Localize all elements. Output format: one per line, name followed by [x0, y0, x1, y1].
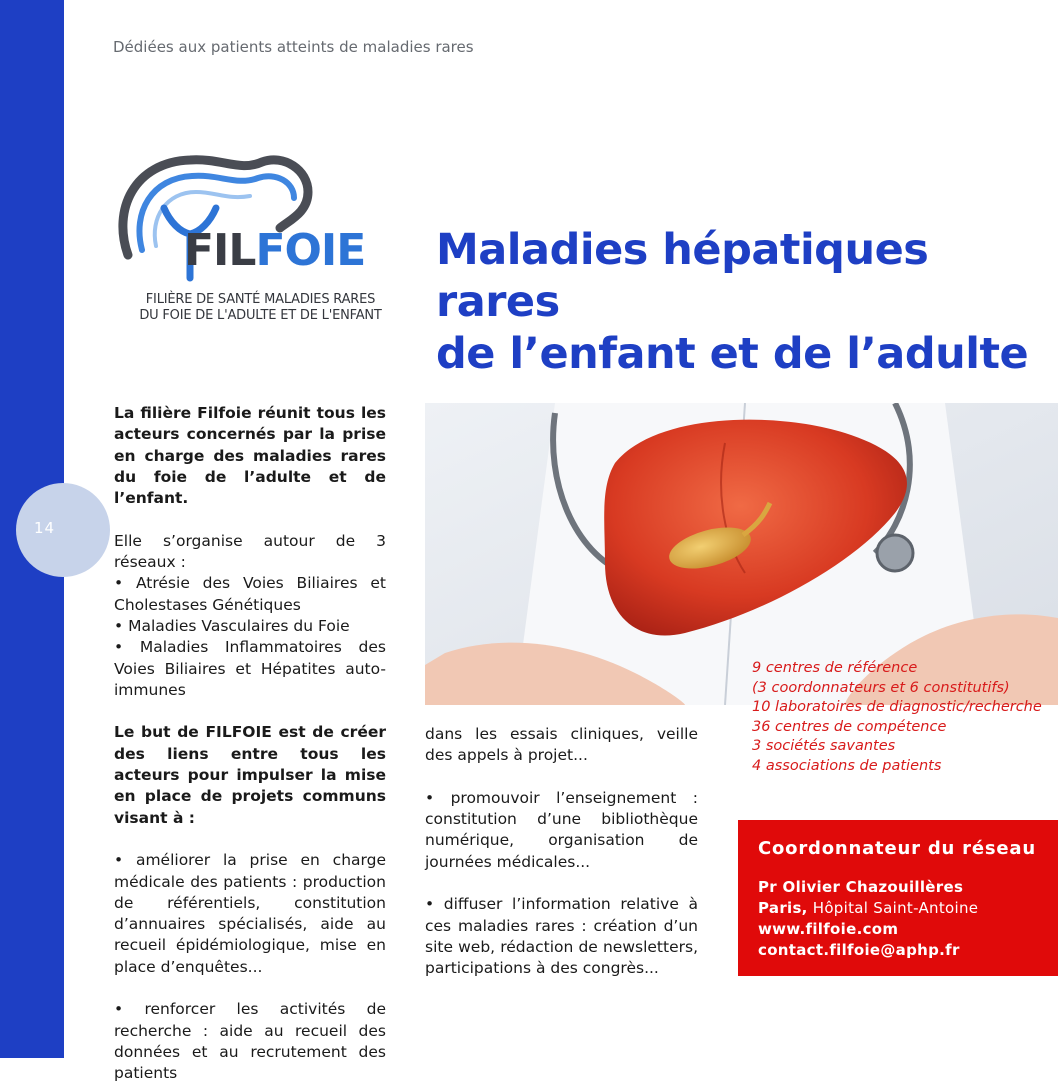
logo-tagline-line2: DU FOIE DE L'ADULTE ET DE L'ENFANT — [139, 308, 382, 323]
network-item: • Maladies Inflammatoires des Voies Biliaires et Hépatites auto-immunes — [114, 638, 386, 699]
network-item: • Maladies Vasculaires du Foie — [114, 616, 350, 635]
page-title-line2: de l’enfant et de l’adulte — [436, 329, 1029, 379]
stat-line: (3 coordonnateurs et 6 constitutifs) — [752, 679, 1010, 696]
page-number: 14 — [34, 519, 56, 537]
logo-tagline-line1: FILIÈRE DE SANTÉ MALADIES RARES — [145, 292, 376, 307]
spacer — [114, 829, 386, 850]
objective-item: • améliorer la prise en charge médicale des patients : production de référentiels, constitution d’annuaires spécialisés, aide au recueil épidémiologique, mise en place d’enquêtes... — [114, 851, 386, 976]
goal-statement: Le but de FILFOIE est de créer des liens entre tous les acteurs pour impulser la mise en place de projets communs visant à : — [114, 723, 386, 827]
stat-line: 10 laboratoires de diagnostic/recherche — [752, 699, 1042, 715]
objective-item-continued: dans les essais cliniques, veille des appels à projet... — [425, 725, 698, 765]
intro-lead: La filière Filfoie réunit tous les acteurs concernés par la prise en charge des maladies rares du foie de l’adulte et de l’enfant. — [114, 404, 386, 508]
objective-item: • promouvoir l’enseignement : constitution d’une bibliothèque numérique, organisation de journées médicales... — [425, 788, 698, 871]
coordinator-website-link[interactable]: www.filfoie.com — [758, 920, 899, 938]
network-item: • Atrésie des Voies Biliaires et Cholestases Génétiques — [114, 574, 386, 614]
networks-intro: Elle s’organise autour de 3 réseaux : — [114, 531, 386, 572]
page-title-line1: Maladies hépatiques rares — [436, 225, 929, 327]
coordinator-heading: Coordonnateur du réseau — [758, 838, 1036, 859]
coordinator-email-link[interactable]: contact.filfoie@aphp.fr — [758, 941, 960, 959]
running-header: Dédiées aux patients atteints de maladies rares — [113, 38, 474, 56]
coordinator-name: Pr Olivier Chazouillères — [758, 878, 964, 896]
coordinator-box — [738, 820, 1058, 976]
logo-wordmark-fil: FIL — [184, 225, 256, 276]
logo-wordmark-foie: FOIE — [255, 225, 366, 276]
spacer — [114, 509, 386, 530]
logo-wordmark — [184, 225, 366, 276]
stat-line: 3 sociétés savantes — [752, 738, 896, 754]
objective-item: • diffuser l’information relative à ces maladies rares : création d’un site web, rédaction de newsletters, participations à des congrès... — [425, 895, 698, 978]
spacer — [114, 701, 386, 722]
page-number-tab — [16, 483, 110, 577]
objectives-column — [425, 724, 698, 980]
intro-column — [114, 403, 386, 1085]
coordinator-location — [758, 898, 1042, 919]
network-stats — [752, 659, 1042, 776]
coordinator-city: Paris, — [758, 899, 808, 917]
stat-line: 4 associations de patients — [752, 757, 942, 774]
spacer — [425, 873, 698, 894]
stat-line: 9 centres de référence — [752, 660, 918, 676]
objective-item: • renforcer les activités de recherche : aide au recueil des données et au recrutement des patients — [114, 1000, 386, 1083]
coordinator-hospital: Hôpital Saint-Antoine — [807, 899, 979, 917]
spacer — [114, 978, 386, 999]
logo-tagline — [123, 292, 398, 324]
stat-line: 36 centres de compétence — [752, 718, 947, 735]
page-title — [436, 224, 1036, 380]
spacer — [425, 767, 698, 788]
